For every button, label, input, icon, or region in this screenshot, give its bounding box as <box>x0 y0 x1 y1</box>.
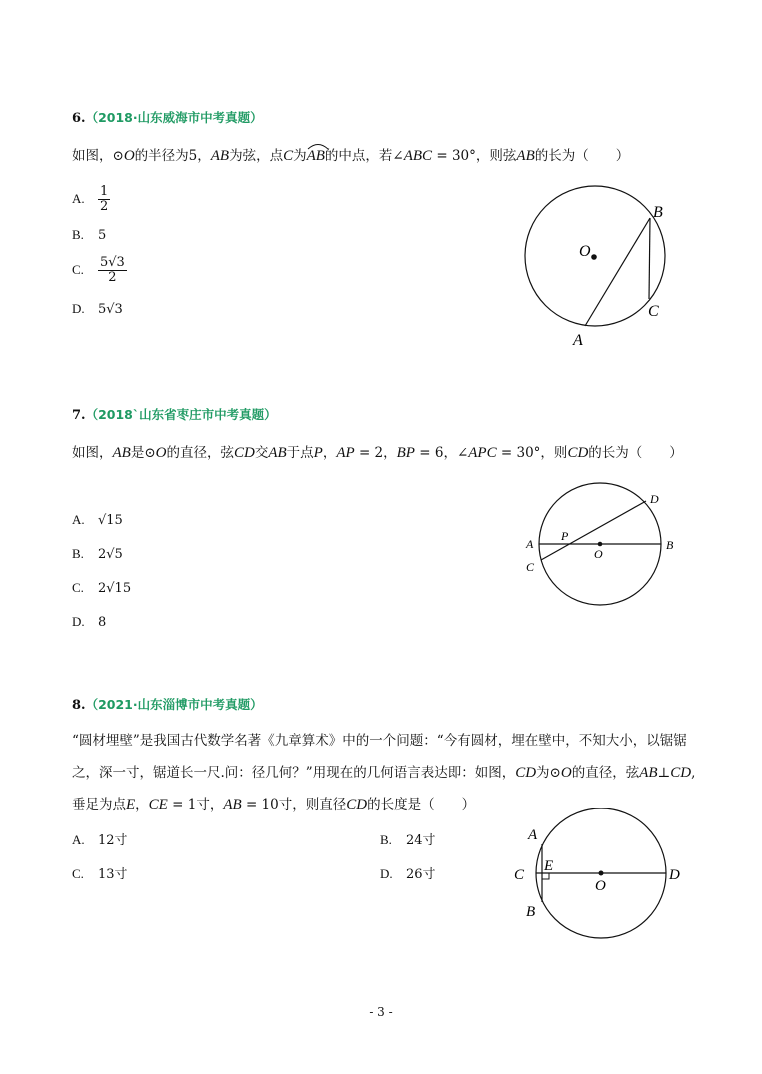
q8-option-a[interactable]: A. 12寸 <box>72 832 128 848</box>
q6-option-d[interactable]: D. 5√3 <box>72 301 123 317</box>
stem-var: AB <box>210 148 230 164</box>
stem-text: 的半径为5， <box>134 148 211 164</box>
question-7-header <box>72 405 692 423</box>
q6-option-b[interactable]: B. 5 <box>72 227 107 243</box>
question-6-header <box>72 108 692 126</box>
question-7 <box>72 405 692 469</box>
q6-figure <box>515 185 685 350</box>
label-o: O <box>594 547 603 561</box>
stem-line: “圆材埋壁”是我国古代数学名著《九章算术》中的一个问题：“今有圆材，埋在壁中，不知大小，以锯锯 <box>72 733 687 749</box>
q8-figure <box>510 808 700 943</box>
question-8-number: 8. <box>72 698 86 713</box>
label-d: D <box>650 492 659 506</box>
label-a: A <box>573 332 583 349</box>
stem-var: O <box>123 148 135 164</box>
question-6-stem <box>72 140 692 172</box>
question-8-source: （2021·山东淄博市中考真题） <box>85 697 263 712</box>
fraction: $\frac{5√3}{2}$ <box>100 255 125 285</box>
question-6-source: （2018·山东威海市中考真题） <box>85 110 263 125</box>
q8-option-d[interactable]: D. 26寸 <box>380 866 436 882</box>
q7-option-b[interactable]: B. 2√5 <box>72 546 123 562</box>
stem-var: AB <box>516 148 535 164</box>
q8-option-c[interactable]: C. 13寸 <box>72 866 128 882</box>
question-8-header <box>72 695 712 713</box>
question-7-stem: 如图，AB是⊙O的直径，弦CD交AB于点P，AP = 2，BP = 6，∠APC = 30°，则CD的长为（ ） <box>72 445 683 461</box>
question-6 <box>72 108 692 172</box>
q7-option-a[interactable]: A. √15 <box>72 512 123 528</box>
question-8-stem <box>72 725 712 821</box>
stem-line: 之，深一寸，锯道长一尺.问：径几何？”用现在的几何语言表达即：如图，CD为⊙O的直径，弦AB⊥CD, <box>72 765 696 781</box>
stem-text: = 30°，则弦 <box>432 148 517 164</box>
q7-option-d[interactable]: D. 8 <box>72 614 107 630</box>
stem-line: 垂足为点E，CE = 1寸，AB = 10寸，则直径CD的长度是（ ） <box>72 797 476 813</box>
fraction: $\frac{1}{2}$ <box>100 184 109 214</box>
page-number: - 3 - <box>369 1005 393 1019</box>
label-c: C <box>526 560 535 574</box>
arc-mark-icon <box>307 142 329 150</box>
stem-var: C <box>283 148 294 164</box>
label-o: O <box>595 878 606 894</box>
label-b: B <box>526 904 536 920</box>
label-a: A <box>528 827 538 843</box>
arc-ab: AB <box>307 148 325 164</box>
label-c: C <box>648 303 659 320</box>
stem-text: 的长为（ ） <box>534 148 630 164</box>
stem-text: 为 <box>293 148 307 164</box>
q8-option-b[interactable]: B. 24寸 <box>380 832 436 848</box>
q6-option-c[interactable]: C. $\frac{5√3}{2}$ <box>72 255 125 285</box>
label-b: B <box>653 204 663 221</box>
question-7-number: 7. <box>72 408 86 423</box>
q6-option-a[interactable]: A. $\frac{1}{2}$ <box>72 184 109 214</box>
label-e: E <box>544 858 554 874</box>
question-6-number: 6. <box>72 111 86 126</box>
question-7-source: （2018`山东省枣庄市中考真题） <box>85 407 277 422</box>
label-c: C <box>514 867 525 883</box>
question-8 <box>72 695 712 821</box>
q7-option-c[interactable]: C. 2√15 <box>72 580 132 596</box>
label-d: D <box>669 867 680 883</box>
label-b: B <box>666 538 674 552</box>
stem-var: ABC <box>403 148 433 164</box>
stem-text: 的中点，若∠ <box>324 148 404 164</box>
label-p: P <box>561 529 569 543</box>
label-o: O <box>579 243 591 260</box>
label-a: A <box>526 537 534 551</box>
stem-text: 如图，⊙ <box>72 148 124 164</box>
stem-text: 为弦，点 <box>229 148 284 164</box>
q7-figure <box>520 480 690 610</box>
